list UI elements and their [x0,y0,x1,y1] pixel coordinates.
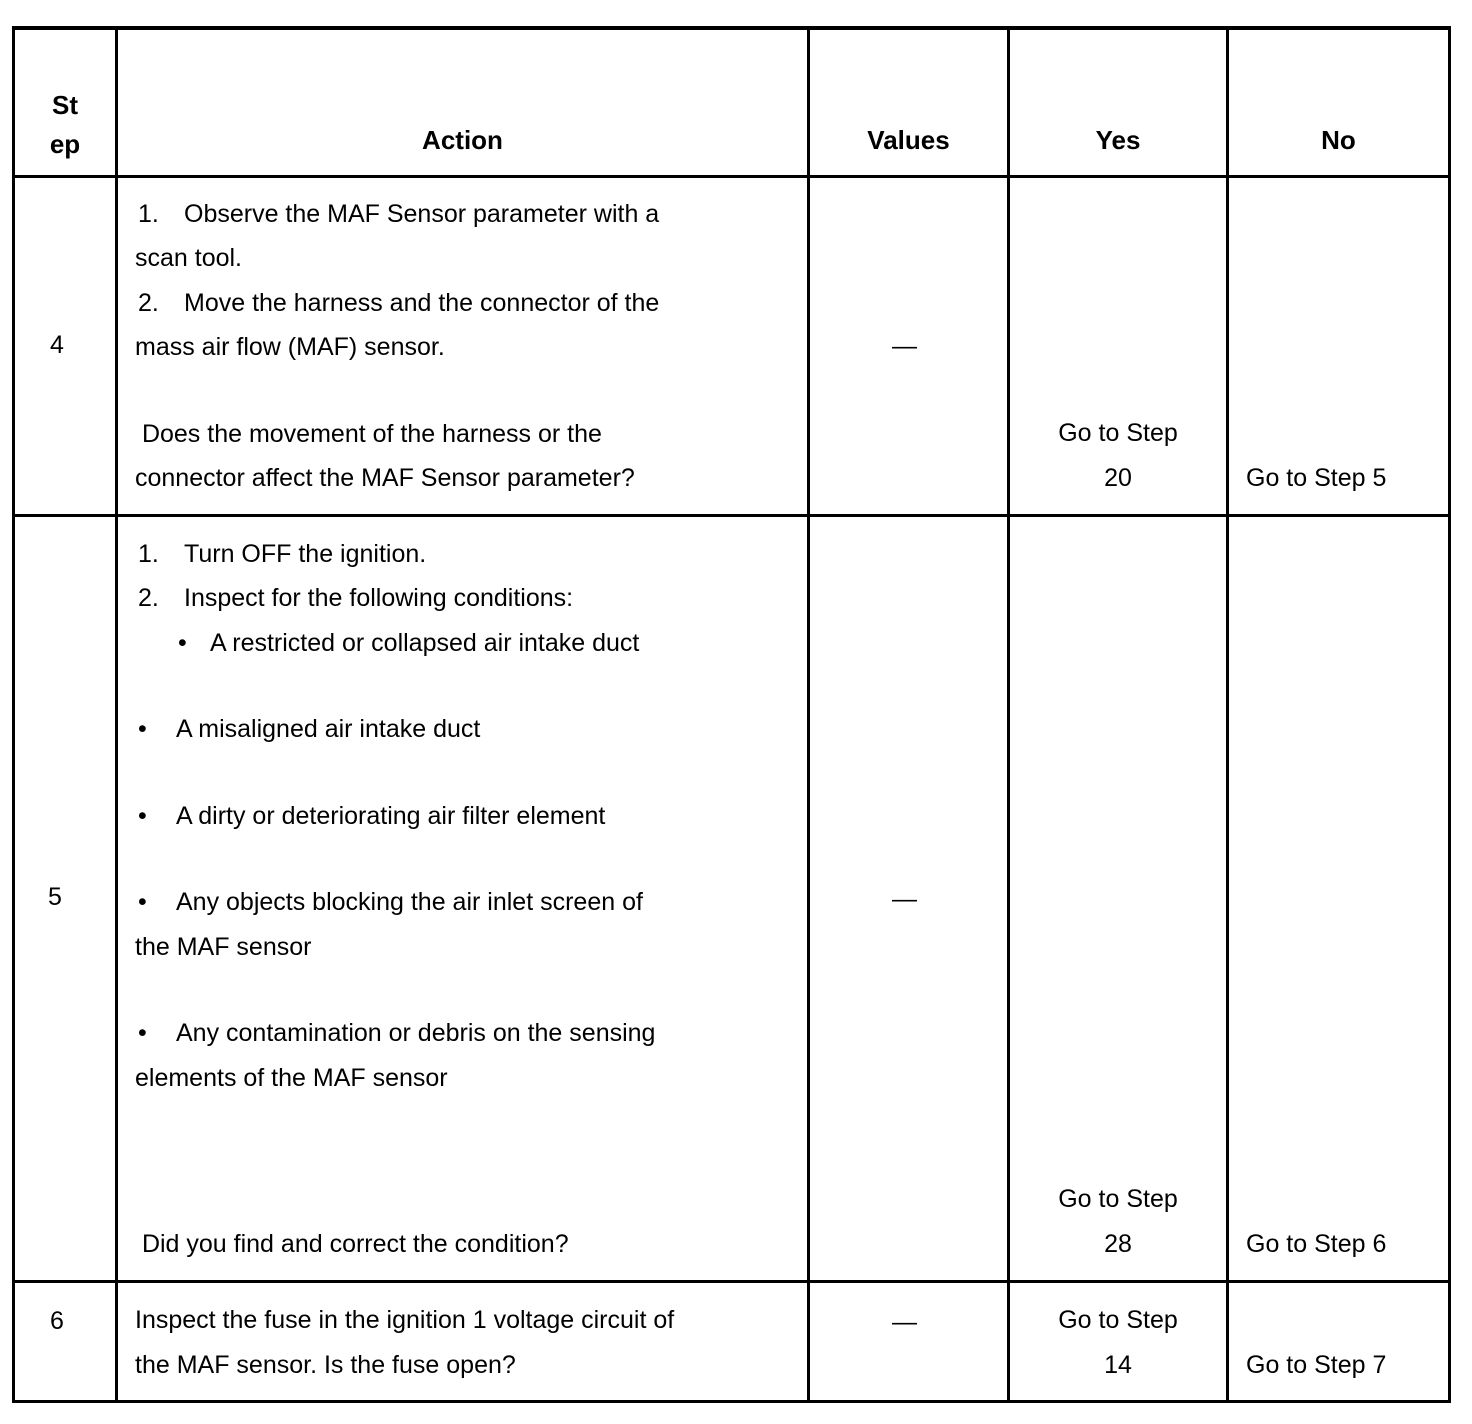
table-row [14,1281,1450,1401]
yes-cell: Go to Step 28 [1009,515,1228,1281]
no-cell: Go to Step 5 [1228,176,1450,515]
action-text: 1. Turn OFF the ignition. 2. Inspect for the following conditions: • A restricted or collapsed air intake duct • A misaligned air intake duct • A dirty or deteriorating air filter element • Any objects blocking the air inlet screen of the MAF sensor • Any contamination or debris on the sensing elements of the MAF sensor [135,539,656,1092]
values-cell: — [809,515,1009,1281]
step-cell: 5 [14,515,117,1281]
action-cell [117,176,809,515]
header-no: No [1228,28,1450,176]
action-cell: 1. Turn OFF the ignition. 2. Inspect for the following conditions: • A restricted or collapsed air intake duct • A misaligned air intake duct • A dirty or deteriorating air filter element • Any objects blocking the air inlet screen of the MAF sensor • Any contamination or debris on the sensing elements of the MAF sensor Did you find and correct the condition? [117,515,809,1281]
header-step: St ep [14,28,117,176]
values-cell: — [809,1281,1009,1401]
no-cell: Go to Step 7 [1228,1281,1450,1401]
diagnostic-table [12,26,1451,1403]
no-cell: Go to Step 6 [1228,515,1450,1281]
table-row [14,515,1450,1281]
values-cell: — [809,176,1009,515]
step-cell: 6 [14,1281,117,1401]
action-cell: Inspect the fuse in the ignition 1 voltage circuit of the MAF sensor. Is the fuse open? [117,1281,809,1401]
yes-cell: Go to Step 14 [1009,1281,1228,1401]
header-row [14,28,1450,176]
header-action: Action [117,28,809,176]
table-row [14,176,1450,515]
yes-cell: Go to Step 20 [1009,176,1228,515]
header-yes: Yes [1009,28,1228,176]
step-cell: 4 [14,176,117,515]
action-text: 1. Observe the MAF Sensor parameter with a scan tool. 2. Move the harness and the connector of the mass air flow (MAF) sensor. Does the movement of the harness or the connector affect the MAF Sensor parameter? [135,199,660,492]
header-values: Values [809,28,1009,176]
